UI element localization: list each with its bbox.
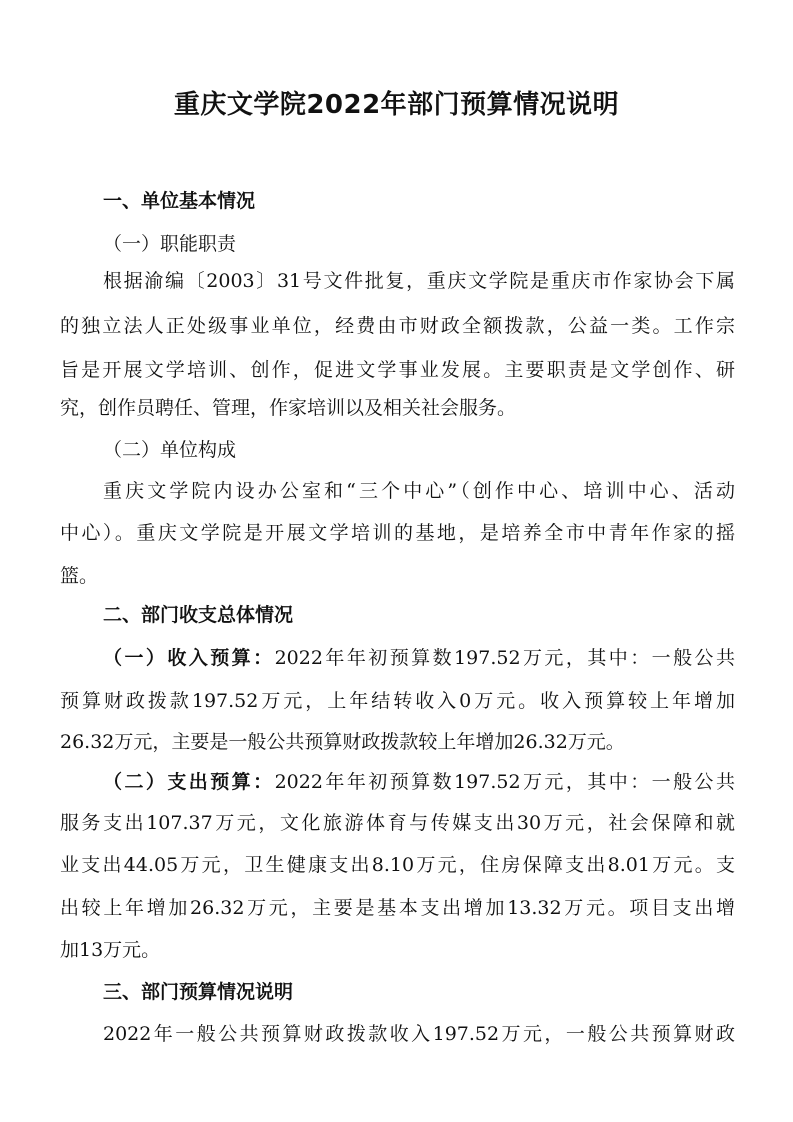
paragraph-line: 预算财政拨款197.52万元，上年结转收入0万元。收入预算较上年增加 — [60, 690, 735, 712]
income-line — [103, 643, 735, 670]
section-2-heading: 二、部门收支总体情况 — [103, 604, 294, 626]
income-lead: （一）收入预算： — [103, 647, 275, 669]
paragraph-line: 加13万元。 — [60, 939, 161, 961]
paragraph-line: 服务支出107.37万元，文化旅游体育与传媒支出30万元，社会保障和就 — [60, 812, 735, 834]
subheading-functions: （一）职能职责 — [103, 233, 237, 255]
section-3-heading: 三、部门预算情况说明 — [103, 981, 294, 1003]
page-title: 重庆文学院2022年部门预算情况说明 — [173, 90, 620, 120]
section-1-heading: 一、单位基本情况 — [103, 190, 256, 212]
paragraph-line: 中心）。重庆文学院是开展文学培训的基地，是培养全市中青年作家的摇 — [60, 522, 735, 544]
paragraph-line: 旨是开展文学培训、创作，促进文学事业发展。主要职责是文学创作、研 — [60, 359, 735, 381]
income-text: 2022年年初预算数197.52万元，其中：一般公共 — [274, 647, 735, 669]
paragraph-line: 篮。 — [60, 565, 99, 587]
paragraph-line: 2022年一般公共预算财政拨款收入197.52万元，一般公共预算财政 — [103, 1023, 735, 1045]
expense-lead: （二）支出预算： — [103, 771, 275, 793]
paragraph-line: 根据渝编〔2003〕31号文件批复，重庆文学院是重庆市作家协会下属 — [103, 270, 735, 292]
paragraph-line: 业支出44.05万元，卫生健康支出8.10万元，住房保障支出8.01万元。支 — [60, 854, 735, 876]
expense-text: 2022年年初预算数197.52万元，其中：一般公共 — [274, 771, 735, 793]
paragraph-line: 重庆文学院内设办公室和“三个中心”（创作中心、培训中心、活动 — [103, 480, 735, 502]
subheading-structure: （二）单位构成 — [103, 439, 237, 461]
paragraph-line: 究，创作员聘任、管理，作家培训以及相关社会服务。 — [60, 397, 517, 419]
paragraph-line: 26.32万元，主要是一般公共预算财政拨款较上年增加26.32万元。 — [60, 731, 625, 753]
expense-line — [103, 767, 735, 794]
paragraph-line: 出较上年增加26.32万元，主要是基本支出增加13.32万元。项目支出增 — [60, 897, 735, 919]
paragraph-line: 的独立法人正处级事业单位，经费由市财政全额拨款，公益一类。工作宗 — [60, 315, 735, 337]
